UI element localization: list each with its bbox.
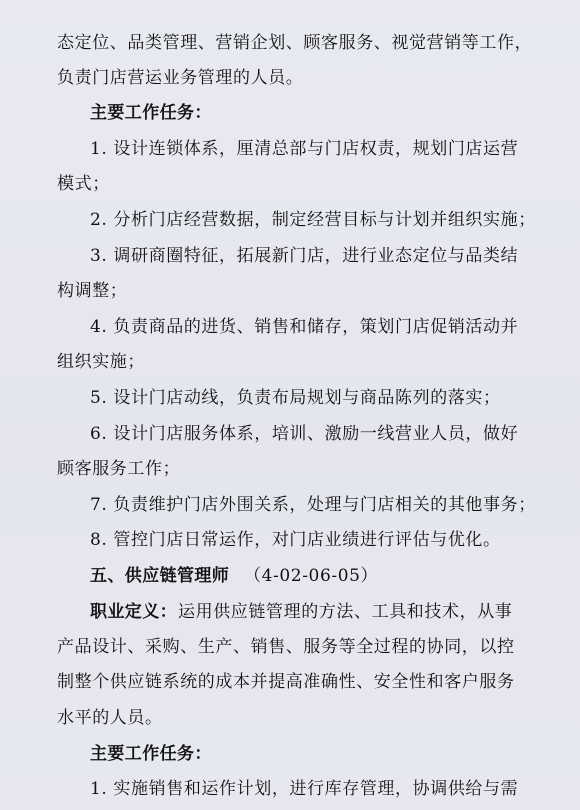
task-item-4: 4. 负责商品的进货、销售和储存，策划门店促销活动并 <box>90 316 519 337</box>
task-item-8: 8. 管控门店日常运作，对门店业绩进行评估与优化。 <box>90 530 501 551</box>
definition-text-cont: 产品设计、采购、生产、销售、服务等全过程的协同，以控 <box>57 637 515 657</box>
task-item-3-cont: 构调整； <box>57 280 128 301</box>
occupation-code: （4-02-06-05） <box>244 565 379 586</box>
paragraph-line: 负责门店营运业务管理的人员。 <box>57 68 304 89</box>
task-item-3: 3. 调研商圈特征，拓展新门店，进行业态定位与品类结 <box>90 245 519 266</box>
section-heading-supply-chain: 五、供应链管理师 <box>90 565 230 586</box>
task-item-6-cont: 顾客服务工作； <box>57 458 181 479</box>
task-item-7: 7. 负责维护门店外围关系，处理与门店相关的其他事务； <box>90 495 536 516</box>
task-item-1: 1. 设计连锁体系，厘清总部与门店权责，规划门店运营 <box>90 138 519 159</box>
definition-text-cont: 水平的人员。 <box>57 707 163 728</box>
section-heading-main-tasks: 主要工作任务： <box>90 102 212 123</box>
definition-text: 运用供应链管理的方法、工具和技术，从事 <box>178 601 513 622</box>
task-item-2: 2. 分析门店经营数据，制定经营目标与计划并组织实施； <box>90 210 536 231</box>
paragraph-line: 态定位、品类管理、营销企划、顾客服务、视觉营销等工作， <box>57 33 533 53</box>
task-item-4-cont: 组织实施； <box>57 352 145 373</box>
task-item-1-supply: 1. 实施销售和运作计划，进行库存管理，协调供给与需 <box>90 779 519 799</box>
task-item-6: 6. 设计门店服务体系，培训、激励一线营业人员，做好 <box>90 423 519 444</box>
definition-label: 职业定义： <box>90 601 177 622</box>
task-item-1-cont: 模式； <box>57 174 110 195</box>
definition-text-cont: 制整个供应链系统的成本并提高准确性、安全性和客户服务 <box>57 672 515 693</box>
task-item-5: 5. 设计门店动线，负责布局规划与商品陈列的落实； <box>90 388 501 409</box>
section-heading-main-tasks-2: 主要工作任务： <box>90 743 212 764</box>
